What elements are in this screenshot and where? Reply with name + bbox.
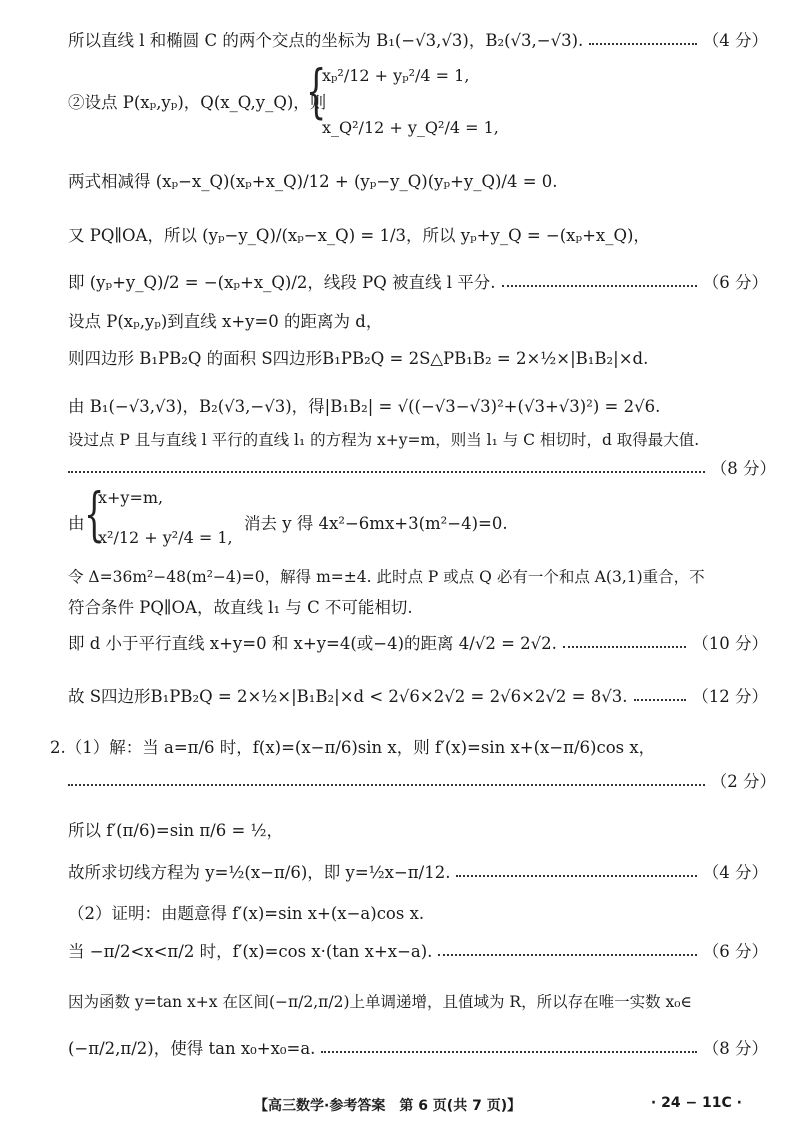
- line-text: 又 PQ∥OA，所以 (yₚ−y_Q)/(xₚ−x_Q) = 1/3，所以 yₚ+y_Q = −(xₚ+x_Q)，: [68, 226, 650, 245]
- footer-code: · 24 − 11C ·: [650, 1095, 742, 1111]
- system-equation-q: x_Q²/12 + y_Q²/4 = 1,: [322, 118, 499, 137]
- dot-leader: [321, 1051, 696, 1053]
- dot-leader: [502, 285, 697, 287]
- line-monotonic: [68, 991, 776, 1013]
- line-parallel: [68, 225, 768, 247]
- line-text: ②设点 P(xₚ,yₚ)，Q(x_Q,y_Q)，则: [68, 93, 327, 112]
- line-text: 因为函数 y=tan x+x 在区间(−π/2,π/2)上单调递增，且值域为 R，所以存在唯一实数 x₀∈: [68, 993, 692, 1011]
- line-eliminate-result: [244, 513, 744, 535]
- line-text: 则四边形 B₁PB₂Q 的面积 S四边形B₁PB₂Q = 2S△PB₁B₂ = 2×½×|B₁B₂|×d.: [68, 349, 649, 368]
- system-prefix: 由: [68, 514, 85, 533]
- line-text: 符合条件 PQ∥OA，故直线 l₁ 与 C 不可能相切.: [68, 598, 413, 617]
- dot-leader: [68, 784, 705, 786]
- line-text: 所以直线 l 和椭圆 C 的两个交点的坐标为 B₁(−√3,√3)，B₂(√3,−√3).: [68, 31, 584, 50]
- score-label: （2 分）: [710, 772, 776, 791]
- system-equation-line: x+y=m,: [98, 488, 164, 507]
- score-label: （8 分）: [702, 1039, 768, 1058]
- line-derivative-value: [68, 820, 768, 842]
- page-footer: [0, 1093, 800, 1117]
- line-text: 即 d 小于平行直线 x+y=0 和 x+y=4(或−4)的距离 4/√2 = 2√2.: [68, 634, 557, 653]
- score-label: （8 分）: [710, 459, 776, 478]
- line-d-less: [68, 633, 768, 655]
- line-text: 2.（1）解：当 a=π/6 时，f(x)=(x−π/6)sin x，则 f′(x)=sin x+(x−π/6)cos x，: [50, 738, 656, 757]
- line-text: 消去 y 得 4x²−6mx+3(m²−4)=0.: [244, 514, 508, 533]
- dot-leader: [438, 954, 696, 956]
- line-intersection-points: [68, 30, 768, 52]
- line-unique-root: [68, 1038, 768, 1060]
- score-label: （4 分）: [702, 863, 768, 882]
- footer-page-info: 【高三数学·参考答案 第 6 页(共 7 页)】: [254, 1098, 522, 1114]
- system-equation-p: xₚ²/12 + yₚ²/4 = 1,: [322, 66, 470, 85]
- line-b1b2-length: [68, 396, 768, 418]
- line-text: 设过点 P 且与直线 l 平行的直线 l₁ 的方程为 x+y=m，则当 l₁ 与 C 相切时，d 取得最大值.: [68, 431, 700, 449]
- line-not-tangent: [68, 597, 768, 619]
- line-text: 设点 P(xₚ,yₚ)到直线 x+y=0 的距离为 d，: [68, 312, 383, 331]
- line-text: 故 S四边形B₁PB₂Q = 2×½×|B₁B₂|×d < 2√6×2√2 = 2√6×2√2 = 8√3.: [68, 687, 628, 706]
- line-conclusion: [68, 686, 768, 708]
- dot-leader: [68, 471, 705, 473]
- line-text: 故所求切线方程为 y=½(x−π/6)，即 y=½x−π/12.: [68, 863, 451, 882]
- line-subtract: [68, 171, 768, 193]
- line-distance: [68, 311, 768, 333]
- line-text: 所以 f′(π/6)=sin π/6 = ½，: [68, 821, 284, 840]
- dot-leader: [589, 43, 696, 45]
- line-tangent-max: [68, 429, 776, 451]
- line-text: 两式相减得 (xₚ−x_Q)(xₚ+x_Q)/12 + (yₚ−y_Q)(yₚ+y_Q)/4 = 0.: [68, 172, 558, 191]
- line-text: 当 −π/2<x<π/2 时，f′(x)=cos x·(tan x+x−a).: [68, 942, 433, 961]
- line-tangent-equation: [68, 862, 768, 884]
- score-label: （10 分）: [692, 634, 768, 653]
- dot-leader: [456, 875, 696, 877]
- line-score-8: [68, 458, 776, 480]
- line-part2-proof: [68, 903, 768, 925]
- line-delta: [68, 566, 776, 588]
- dot-leader: [634, 699, 687, 701]
- line-text: 由 B₁(−√3,√3)，B₂(√3,−√3)，得|B₁B₂| = √((−√3−√3)²+(√3+√3)²) = 2√6.: [68, 397, 661, 416]
- score-label: （6 分）: [702, 942, 768, 961]
- score-label: （12 分）: [692, 687, 768, 706]
- line-bisect: [68, 272, 768, 294]
- line-area: [68, 348, 768, 370]
- dot-leader: [563, 646, 686, 648]
- line-set-points: [68, 92, 768, 114]
- score-label: （4 分）: [702, 31, 768, 50]
- score-label: （6 分）: [702, 273, 768, 292]
- system-brace: {: [84, 480, 105, 548]
- system-equation-ellipse: x²/12 + y²/4 = 1,: [98, 528, 233, 547]
- system-brace: {: [306, 57, 327, 125]
- line-q2-part1: [50, 737, 770, 759]
- line-text: 令 Δ=36m²−48(m²−4)=0，解得 m=±4. 此时点 P 或点 Q 必有一个和点 A(3,1)重合，不: [68, 568, 705, 586]
- line-interval: [68, 941, 768, 963]
- line-score-2: [68, 771, 776, 793]
- line-text: 即 (yₚ+y_Q)/2 = −(xₚ+x_Q)/2，线段 PQ 被直线 l 平分.: [68, 273, 496, 292]
- line-text: (−π/2,π/2)，使得 tan x₀+x₀=a.: [68, 1039, 316, 1058]
- line-text: （2）证明：由题意得 f′(x)=sin x+(x−a)cos x.: [68, 904, 425, 923]
